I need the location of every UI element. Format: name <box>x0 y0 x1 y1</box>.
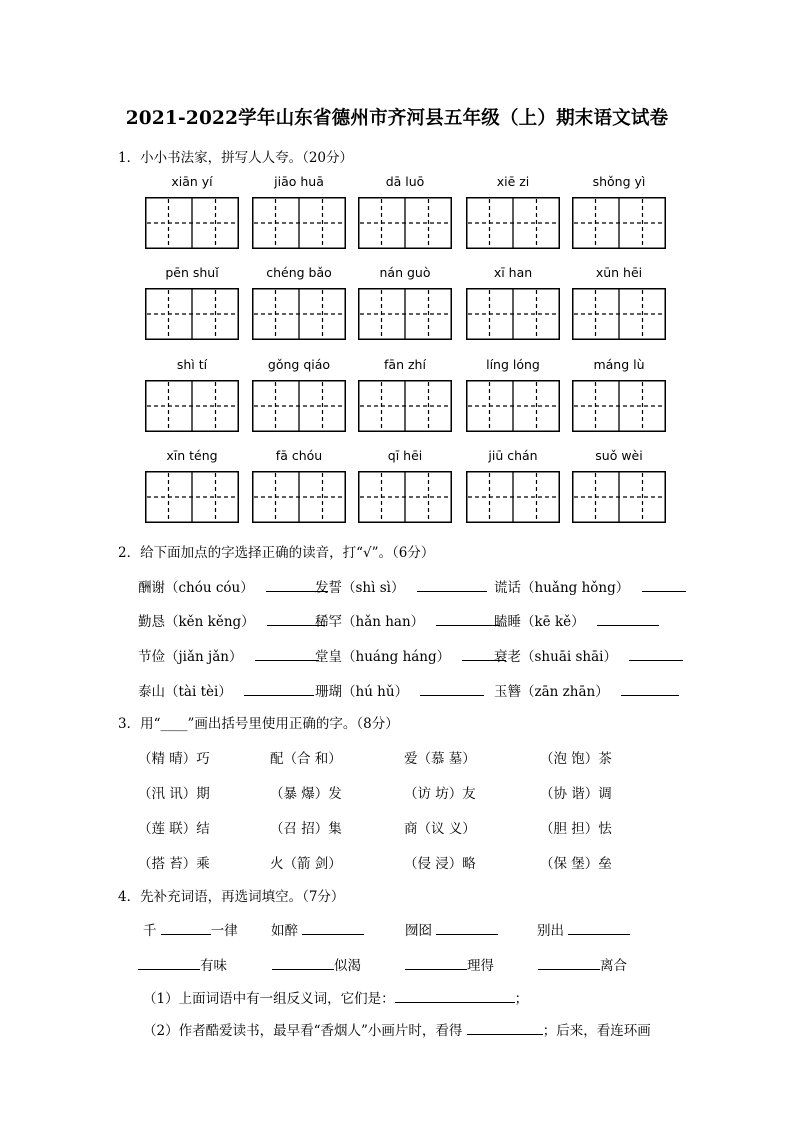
writing-cell <box>572 265 666 345</box>
character-choice[interactable]: （莲 联）结 <box>138 821 210 837</box>
writing-cell <box>145 265 239 345</box>
idiom-text: 一律 <box>210 923 238 939</box>
pronunciation-text: 玉簪（zān zhān） <box>494 684 609 700</box>
tianzige-boxes[interactable] <box>358 471 452 523</box>
answer-blank[interactable] <box>597 611 659 626</box>
writing-cell <box>466 174 560 254</box>
pinyin-label: xīn téng <box>166 448 218 463</box>
writing-cell <box>466 357 560 437</box>
pinyin-label: jiāo huā <box>274 174 324 189</box>
character-choice[interactable]: 商（议 义） <box>404 821 476 837</box>
idiom-text: 囫囵 <box>405 923 432 939</box>
tianzige-boxes[interactable] <box>252 197 346 249</box>
answer-blank[interactable] <box>272 955 334 970</box>
pronunciation-item <box>494 680 679 700</box>
writing-cell <box>572 448 666 528</box>
pinyin-label: líng lóng <box>486 357 540 372</box>
answer-blank[interactable] <box>417 577 487 592</box>
pinyin-label: nán guò <box>379 265 431 280</box>
question-3-heading: 3．用“____”画出括号里使用正确的字。（8分） <box>118 716 399 732</box>
tianzige-boxes[interactable] <box>145 288 239 340</box>
answer-blank[interactable] <box>467 1020 543 1035</box>
character-choice[interactable]: （保 堡）垒 <box>540 856 612 872</box>
idiom-text: 理得 <box>467 958 494 974</box>
pinyin-label: fān zhí <box>384 357 426 372</box>
sub-question-1-text: （1）上面词语中有一组反义词，它们是： <box>143 991 395 1007</box>
question-2-heading: 2．给下面加点的字选择正确的读音，打“√”。（6分） <box>118 545 435 561</box>
tianzige-boxes[interactable] <box>252 471 346 523</box>
pinyin-label: suǒ wèi <box>595 448 643 463</box>
answer-blank[interactable] <box>436 611 500 626</box>
answer-blank[interactable] <box>629 646 683 661</box>
character-choice[interactable]: （精 晴）巧 <box>138 751 210 767</box>
writing-cell <box>572 357 666 437</box>
tianzige-boxes[interactable] <box>358 288 452 340</box>
character-choice[interactable]: （汛 讯）期 <box>138 786 210 802</box>
tianzige-boxes[interactable] <box>252 380 346 432</box>
pronunciation-item <box>138 680 314 700</box>
question-4-heading: 4．先补充词语，再选词填空。（7分） <box>118 889 345 905</box>
pronunciation-item <box>494 576 686 596</box>
idiom-text: 似渴 <box>334 958 361 974</box>
writing-cell <box>466 448 560 528</box>
character-choice[interactable]: （协 谐）调 <box>540 786 612 802</box>
character-choice[interactable]: （胆 担）怯 <box>540 821 612 837</box>
idiom-text: 千 <box>143 923 157 939</box>
idiom-text: 如醉 <box>271 923 298 939</box>
pronunciation-item <box>315 610 500 630</box>
pinyin-label: gǒng qiáo <box>267 357 331 372</box>
tianzige-boxes[interactable] <box>572 197 666 249</box>
answer-blank[interactable] <box>302 920 364 935</box>
pronunciation-text: 堂皇（huáng háng） <box>315 649 451 665</box>
pronunciation-item <box>315 576 487 596</box>
answer-blank[interactable] <box>568 920 630 935</box>
tianzige-boxes[interactable] <box>145 471 239 523</box>
pronunciation-text: 泰山（tài tèi） <box>138 684 232 700</box>
writing-cell <box>252 265 346 345</box>
tianzige-boxes[interactable] <box>358 380 452 432</box>
answer-blank[interactable] <box>436 920 498 935</box>
pinyin-label: pēn shuǐ <box>165 265 219 280</box>
writing-cell <box>145 448 239 528</box>
pronunciation-item <box>138 576 328 596</box>
pronunciation-item <box>494 610 659 630</box>
question-1-heading: 1．小小书法家，拼写人人夸。（20分） <box>118 150 354 166</box>
tianzige-boxes[interactable] <box>572 380 666 432</box>
writing-cell <box>145 174 239 254</box>
sub-question-1-end: ； <box>514 991 529 1007</box>
pronunciation-text: 珊瑚（hú hǔ） <box>315 684 409 700</box>
pronunciation-text: 衰老（shuāi shāi） <box>494 649 617 665</box>
answer-blank[interactable] <box>621 681 679 696</box>
pinyin-label: xiē zi <box>496 174 530 189</box>
writing-cell <box>252 448 346 528</box>
pronunciation-text: 酬谢（chóu cóu） <box>138 580 254 596</box>
writing-cell <box>358 357 452 437</box>
idiom-text: 别出 <box>537 923 564 939</box>
pinyin-label: xiān yí <box>171 174 213 189</box>
character-choice[interactable]: 爱（慕 墓） <box>404 751 476 767</box>
pinyin-label: jiū chán <box>488 448 538 463</box>
character-choice[interactable]: （侵 浸）略 <box>404 856 476 872</box>
sub-question-2-text: （2）作者酷爱读书，最早看“香烟人”小画片时，看得 <box>143 1023 463 1039</box>
pinyin-label: qī hēi <box>387 448 423 463</box>
tianzige-boxes[interactable] <box>572 288 666 340</box>
pinyin-label: shǒng yì <box>592 174 646 189</box>
character-choice[interactable]: （泡 饱）茶 <box>540 751 612 767</box>
sub-question-2-text-end: ；后来，看连环画 <box>542 1023 651 1039</box>
idiom-text: 离合 <box>600 958 627 974</box>
answer-blank[interactable] <box>538 955 600 970</box>
character-choice[interactable]: （搭 苔）乘 <box>138 856 210 872</box>
answer-blank[interactable] <box>255 646 319 661</box>
sub-question-2 <box>143 1019 651 1039</box>
pronunciation-text: 稀罕（hǎn han） <box>315 614 425 630</box>
pronunciation-item <box>315 680 484 700</box>
pinyin-label: dā luō <box>385 174 425 189</box>
tianzige-boxes[interactable] <box>145 380 239 432</box>
pronunciation-item <box>494 645 683 665</box>
writing-cell <box>572 174 666 254</box>
answer-blank[interactable] <box>420 681 484 696</box>
pronunciation-item <box>138 645 319 665</box>
pinyin-label: chéng bǎo <box>266 265 332 280</box>
tianzige-boxes[interactable] <box>466 197 560 249</box>
pronunciation-text: 勤恳（kěn kěng） <box>138 614 255 630</box>
pronunciation-text: 谎话（huǎng hǒng） <box>494 580 630 596</box>
answer-blank[interactable] <box>405 955 467 970</box>
tianzige-boxes[interactable] <box>358 197 452 249</box>
writing-cell <box>358 265 452 345</box>
pronunciation-text: 瞌睡（kē kě） <box>494 614 585 630</box>
writing-cell <box>252 357 346 437</box>
pinyin-label: xūn hēi <box>595 265 643 280</box>
character-choice[interactable]: （召 招）集 <box>270 821 342 837</box>
pinyin-label: máng lù <box>593 357 645 372</box>
sub-question-1 <box>143 987 528 1007</box>
pinyin-label: fā chóu <box>275 448 323 463</box>
character-choice[interactable]: （访 坊）友 <box>404 786 476 802</box>
writing-cell <box>466 265 560 345</box>
writing-cell <box>358 448 452 528</box>
tianzige-boxes[interactable] <box>466 288 560 340</box>
writing-cell <box>358 174 452 254</box>
pronunciation-text: 节俭（jiǎn jǎn） <box>138 649 243 665</box>
character-choice[interactable]: 火（箭 剑） <box>270 856 342 872</box>
character-choice[interactable]: （暴 爆）发 <box>270 786 342 802</box>
answer-blank[interactable] <box>244 681 314 696</box>
answer-blank[interactable] <box>161 920 211 935</box>
tianzige-boxes[interactable] <box>572 471 666 523</box>
pronunciation-text: 发誓（shì sì） <box>315 580 405 596</box>
tianzige-boxes[interactable] <box>252 288 346 340</box>
answer-blank[interactable] <box>138 955 200 970</box>
character-choice[interactable]: 配（合 和） <box>270 751 342 767</box>
tianzige-boxes[interactable] <box>466 380 560 432</box>
writing-cell <box>145 357 239 437</box>
tianzige-boxes[interactable] <box>145 197 239 249</box>
writing-cell <box>252 174 346 254</box>
answer-blank[interactable] <box>642 577 686 592</box>
page-title: 2021-2022学年山东省德州市齐河县五年级（上）期末语文试卷 <box>125 108 669 129</box>
pinyin-label: shì tí <box>176 357 208 372</box>
pronunciation-item <box>315 645 506 665</box>
pinyin-label: xī han <box>493 265 533 280</box>
tianzige-boxes[interactable] <box>466 471 560 523</box>
idiom-text: 有味 <box>200 958 227 974</box>
answer-blank[interactable] <box>395 988 515 1003</box>
pronunciation-item <box>138 610 325 630</box>
